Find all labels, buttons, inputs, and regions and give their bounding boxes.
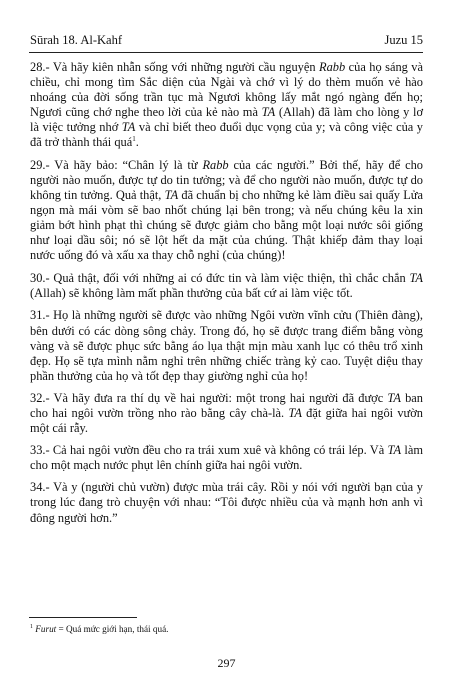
verse-body bbox=[30, 60, 423, 533]
footnote-rule bbox=[29, 617, 137, 618]
verse-text: . bbox=[135, 135, 139, 150]
verse-text: làm cho một mạch nước phụt lên chính giữa hai ngôi vườn. bbox=[30, 443, 423, 473]
verse-text: TA bbox=[387, 443, 402, 458]
verse-text: ban cho hai ngôi vườn trồng nho rào bằng cây chà-là. bbox=[30, 390, 423, 420]
verse-text: 32.- Và hãy đưa ra thí dụ về hai người: một trong hai người đã được bbox=[30, 390, 388, 405]
verse-paragraph bbox=[30, 271, 423, 301]
verse-text: 34.- Và y (người chủ vườn) được mùa trái cây. Rồi y nói với người bạn của y trong lúc đang trò chuyện với nhau: “Tôi được nhiều của và mạnh hơn anh vì đông người hơn.” bbox=[30, 480, 423, 525]
juz-label: Juzu 15 bbox=[384, 33, 423, 47]
footnote-marker: 1 bbox=[30, 623, 33, 630]
surah-title: Sūrah 18. Al-Kahf bbox=[30, 33, 122, 47]
verse-text: (Allah) sẽ không làm mất phần thưởng của bất cứ ai làm việc tốt. bbox=[30, 286, 353, 301]
verse-paragraph bbox=[30, 308, 423, 383]
footnote-text: = Quá mức giới hạn, thái quá. bbox=[56, 624, 169, 634]
verse-text: (Allah) đã làm cho lòng y lơ là việc tưởng nhớ bbox=[30, 105, 423, 135]
page-number: 297 bbox=[217, 656, 236, 670]
verse-text: 31.- Họ là những người sẽ được vào những Ngôi vườn vĩnh cửu (Thiên đàng), bên dưới có các dòng sông chảy. Trong đó, họ sẽ được trang điểm bằng vòng vàng và sẽ được phục sức bằng áo lụa thật mịn màu xanh lục có thêu trổ xinh đẹp. Họ sẽ tựa mình nằm nghỉ trên những chiếc tràng kỷ cao. Tuyệt diệu thay phần thưởng của họ và tốt đẹp thay giường nghỉ của họ! bbox=[30, 308, 423, 383]
verse-paragraph bbox=[30, 60, 423, 151]
verse-text: đã chuẩn bị cho những kẻ làm điều sai quấy Lửa ngọn mà mái vòm sẽ bao nhốt chúng lại bên trong; và nếu chúng kêu la xin giảm bớt hình phạt thì chúng sẽ được giảm cho bằng một loại nước sôi giống như loại dầu sôi; nó sẽ lột hết da mặt của chúng. Thật khiếp đảm thay loại nước uống đó và xấu xa thay chỗ nghỉ (của chúng)! bbox=[30, 187, 423, 263]
verse-text: 30.- Quả thật, đối với những ai có đức tin và làm việc thiện, thì chắc chắn bbox=[30, 271, 410, 286]
verse-text: TA bbox=[121, 120, 136, 135]
verse-text: đặt giữa hai ngôi vườn một cái rẫy. bbox=[30, 405, 423, 436]
footnote-term: Furut bbox=[35, 624, 57, 634]
verse-text: 29.- Và hãy bảo: “Chân lý là từ bbox=[30, 157, 203, 172]
running-header bbox=[30, 33, 423, 48]
verse-text: TA bbox=[164, 187, 179, 202]
verse-text: của họ sáng và chiều, chỉ mong tìm Sắc diện của Ngài và chớ vì lý do thèm muốn vẻ hào nhoáng của đời sống trần tục mà Ngươi không lấy mắt ngó ngàng đến họ; Ngươi cũng chớ nghe theo lời của kẻ nào mà bbox=[30, 60, 423, 120]
verse-text: 28.- Và hãy kiên nhẫn sống với những người cầu nguyện bbox=[30, 60, 320, 74]
verse-text: của các người.” Bởi thế, hãy để cho người nào muốn, được tự do tin tưởng; và để cho người nào muốn, được tự do không tin tưởng. Quả thật, bbox=[30, 157, 423, 202]
verse-paragraph bbox=[30, 443, 423, 473]
verse-text: TA bbox=[387, 390, 401, 405]
verse-text: TA bbox=[409, 271, 423, 286]
verse-text: TA bbox=[288, 405, 302, 420]
verse-text: Rabb bbox=[319, 60, 346, 74]
verse-text: TA bbox=[261, 105, 276, 120]
verse-text: Rabb bbox=[202, 157, 229, 172]
header-rule bbox=[29, 52, 423, 53]
verse-paragraph bbox=[30, 391, 423, 436]
verse-text: và chỉ biết theo đuổi dục vọng của y; và công việc của y đã trở thành thái quá bbox=[30, 120, 424, 150]
verse-text: 33.- Cả hai ngôi vườn đều cho ra trái xum xuê và không có trái lép. Và bbox=[30, 443, 388, 458]
verse-paragraph bbox=[30, 480, 423, 525]
footnote bbox=[30, 624, 168, 634]
verse-paragraph bbox=[30, 158, 423, 264]
footnote-ref: 1 bbox=[132, 135, 136, 144]
